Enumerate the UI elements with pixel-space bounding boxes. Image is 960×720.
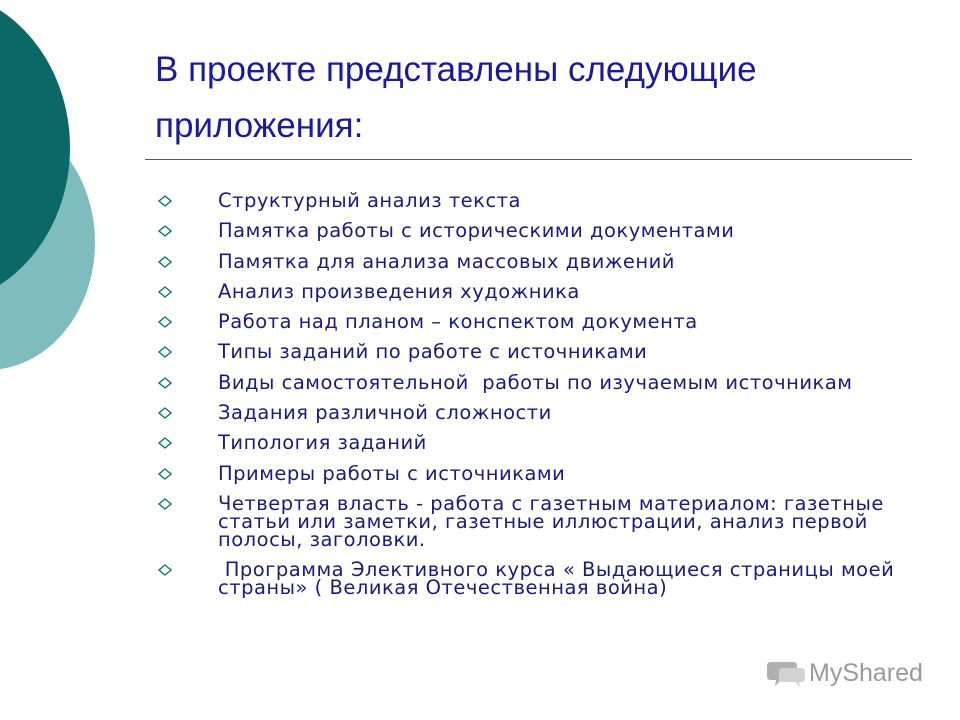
hollow-diamond-icon (158, 377, 172, 389)
hollow-diamond-icon (158, 316, 172, 328)
list-item-text: Типология заданий (218, 431, 427, 455)
hollow-diamond-icon (158, 286, 172, 298)
list-item-text: Программа Элективного курса « Выдающиеся страницы моей страны» ( Великая Отечественная война) (218, 558, 901, 600)
list-item (158, 558, 903, 600)
list-item-text: Памятка работы с историческими документами (218, 219, 735, 243)
list-item (158, 249, 903, 273)
list-item (158, 189, 903, 212)
hollow-diamond-icon (158, 407, 172, 419)
hollow-diamond-icon (158, 498, 172, 510)
hollow-diamond-icon (158, 225, 172, 237)
list-item-text: Виды самостоятельной работы по изучаемым источникам (218, 370, 853, 394)
hollow-diamond-icon (158, 195, 172, 207)
list-item-text: Анализ произведения художника (218, 279, 580, 303)
list-item-text: Структурный анализ текста (218, 189, 521, 212)
hollow-diamond-icon (158, 468, 172, 480)
watermark-text: MyShared (809, 658, 923, 687)
list-item-text: Примеры работы с источниками (218, 461, 566, 485)
list-item (158, 219, 903, 243)
hollow-diamond-icon (158, 256, 172, 268)
slide-title: В проекте представлены следующие приложения: (155, 50, 757, 145)
bullet-list (158, 189, 903, 610)
list-item-text: Четвертая власть - работа с газетным материалом: газетные статьи или заметки, газетные иллюстрации, анализ первой полосы, заголовки. (218, 491, 898, 551)
watermark (767, 658, 923, 688)
list-item-text: Памятка для анализа массовых движений (218, 249, 675, 273)
speech-bubble-icon (767, 658, 805, 688)
list-item-text: Типы заданий по работе с источниками (218, 340, 648, 364)
list-item (158, 461, 903, 485)
list-item-text: Задания различной сложности (218, 401, 552, 425)
hollow-diamond-icon (158, 437, 172, 449)
hollow-diamond-icon (158, 346, 172, 358)
hollow-diamond-icon (158, 564, 172, 576)
list-item (158, 340, 903, 364)
list-item (158, 491, 903, 551)
list-item-text: Работа над планом – конспектом документа (218, 310, 698, 334)
list-item (158, 279, 903, 303)
list-item (158, 370, 903, 394)
list-item (158, 431, 903, 455)
list-item (158, 310, 903, 334)
title-divider (145, 159, 912, 160)
list-item (158, 401, 903, 425)
